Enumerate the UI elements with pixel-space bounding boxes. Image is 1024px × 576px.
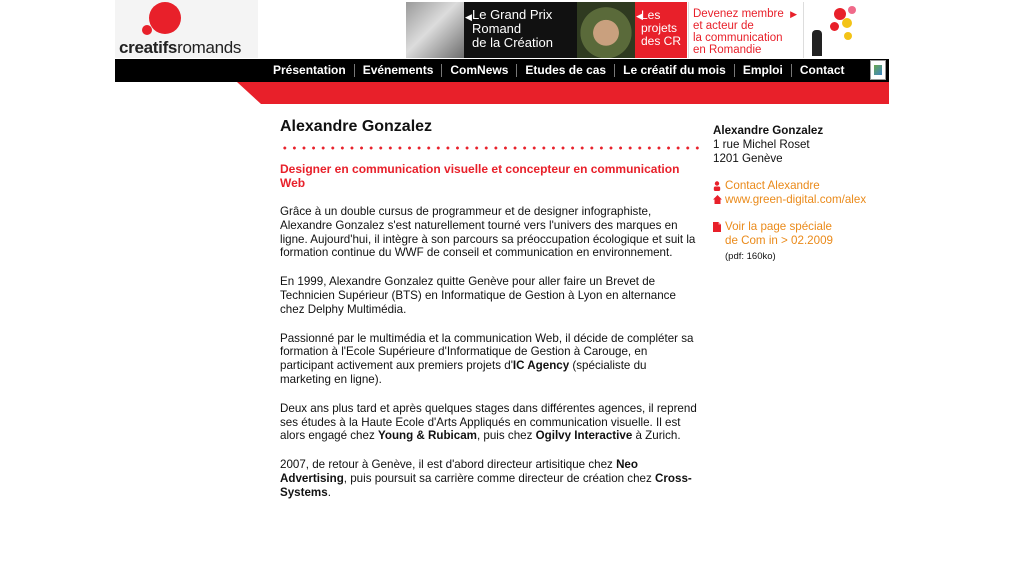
website-link[interactable]: www.green-digital.com/alex: [713, 193, 893, 207]
bio-paragraph-2: En 1999, Alexandre Gonzalez quitte Genève pour aller faire un Brevet de Technicien Supérieur (BTS) en Informatique de Gestion à Lyon en alternance chez Delphy Multimédia.: [280, 275, 676, 316]
grand-prix-banner[interactable]: [464, 2, 577, 58]
company-neo-advertising: Neo Advertising: [280, 458, 638, 485]
nav-evenements[interactable]: Evénements: [355, 64, 443, 77]
site-logo[interactable]: [115, 0, 258, 58]
banner-line: Les: [641, 8, 661, 22]
arrow-left-icon: ◀: [636, 11, 643, 21]
banner-line: Le Grand Prix: [472, 7, 553, 22]
sidebar-street: 1 rue Michel Roset: [713, 138, 810, 151]
contact-sidebar: [713, 124, 893, 264]
pdf-link[interactable]: Voir la page spéciale de Com in > 02.2009: [713, 220, 893, 248]
sidebar-city: 1201 Genève: [713, 152, 783, 165]
company-ic-agency: IC Agency: [512, 359, 570, 373]
banner-line: et acteur de: [693, 20, 754, 32]
broken-image-icon[interactable]: [870, 60, 886, 80]
balloon: [848, 6, 856, 14]
company-ogilvy: Ogilvy Interactive: [535, 429, 633, 443]
red-band-shape: [115, 82, 889, 104]
company-cross-systems: Cross-Systems: [280, 471, 692, 499]
nav-createur-du-mois[interactable]: Le créatif du mois: [615, 64, 735, 77]
main-content: [280, 118, 700, 500]
arrow-right-icon: ▶: [790, 9, 797, 19]
banner-line: de la Création: [472, 35, 553, 50]
dotted-divider: [280, 145, 700, 151]
main-nav: [115, 59, 889, 82]
pdf-size-note: (pdf: 160ko): [725, 251, 776, 262]
sidebar-name: Alexandre Gonzalez: [713, 124, 824, 137]
banner-line: Romand: [472, 21, 522, 36]
logo-small-dot: [142, 25, 152, 35]
bio-paragraph-3: Passionné par le multimédia et la communication Web, il décide de compléter sa formation à l'Ecole Supérieure d'Informatique de Gestion à Carouge, en participant activement aux premiers projets d'IC Agency (spécialiste du marketing en ligne).: [280, 331, 694, 386]
nav-contact[interactable]: Contact: [799, 63, 845, 77]
nav-emploi[interactable]: Emploi: [735, 64, 792, 77]
arrow-left-icon: ◀: [465, 12, 472, 22]
balloon: [830, 22, 839, 31]
page-title: Alexandre Gonzalez: [280, 118, 433, 135]
balloon: [844, 32, 852, 40]
projets-banner[interactable]: [635, 2, 687, 58]
nav-etudes-de-cas[interactable]: Etudes de cas: [517, 64, 615, 77]
banner-line: Devenez membre: [693, 8, 784, 20]
logo-red-dot: [149, 2, 181, 34]
bio-paragraph-5: 2007, de retour à Genève, il est d'abord directeur artisitique chez Neo Advertising, puis poursuit sa carrière comme directeur de création chez Cross-Systems.: [280, 458, 692, 499]
page-subtitle: Designer en communication visuelle et concepteur en communication Web: [280, 162, 680, 190]
nav-presentation[interactable]: Présentation: [265, 64, 355, 77]
banner-line: projets: [641, 21, 678, 35]
banner-line: la communication: [693, 32, 783, 44]
contact-link[interactable]: Contact Alexandre: [713, 179, 893, 193]
logo-text: creatifsromands: [119, 38, 242, 57]
balloons-photo[interactable]: [803, 2, 860, 58]
bio-paragraph-4: Deux ans plus tard et après quelques stages dans différentes agences, il reprend ses études à la Haute Ecole d'Arts Appliqués en communication visuelle. Il est alors engagé chez Young & Rubicam, puis chez Ogilvy Interactive à Zurich.: [280, 401, 697, 443]
nav-comnews[interactable]: ComNews: [442, 64, 517, 77]
nav-items: [265, 59, 853, 82]
banner-line: en Romandie: [693, 44, 762, 56]
bio-paragraph-1: Grâce à un double cursus de programmeur et de designer infographiste, Alexandre Gonzalez s'est naturellement tourné vers l'univers des marques en ligne. Aujourd'hui, il intègre à son parcours sa préoccupation écologique et suit la formation continue du WWF de conseil et communication en environnement.: [280, 205, 696, 260]
projets-photo[interactable]: [577, 2, 635, 58]
membre-banner[interactable]: [688, 2, 803, 58]
grand-prix-photo[interactable]: [406, 2, 464, 58]
banner-line: des CR: [641, 34, 682, 48]
person-icon: [713, 181, 721, 191]
site-header: [115, 0, 889, 58]
red-band: [115, 82, 889, 104]
company-young-rubicam: Young & Rubicam: [377, 429, 477, 443]
pdf-icon: [713, 222, 721, 232]
home-icon: [713, 195, 722, 204]
person-figure: [812, 30, 822, 56]
balloon: [842, 18, 852, 28]
